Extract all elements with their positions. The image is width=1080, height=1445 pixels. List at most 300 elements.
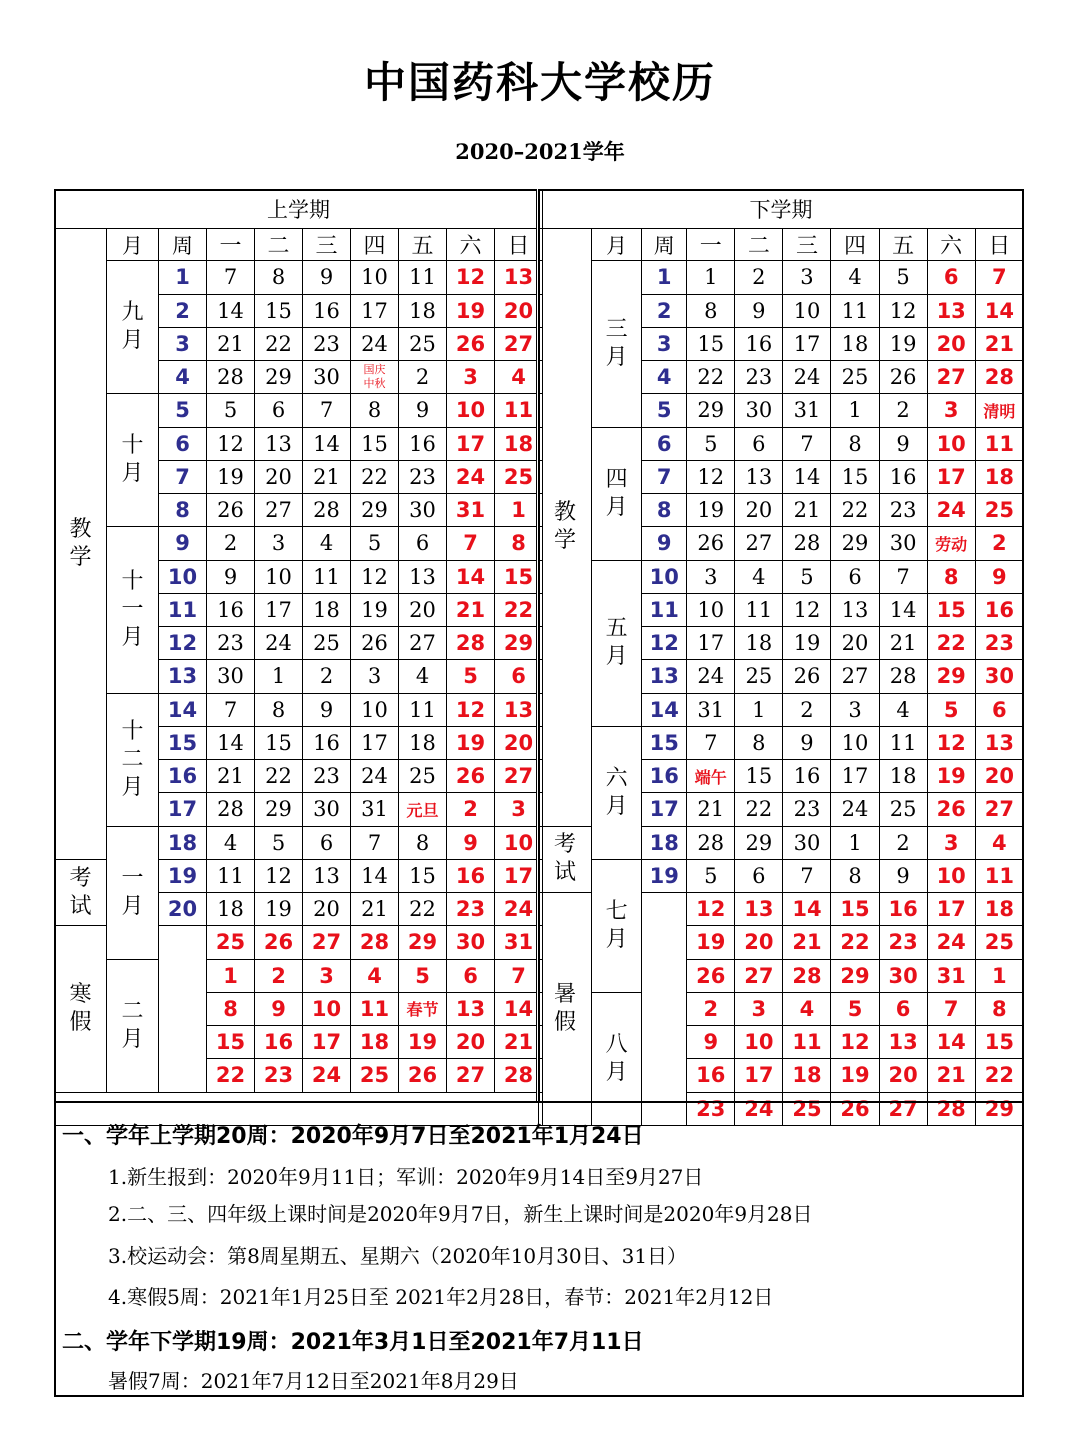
day-cell: 30 bbox=[303, 361, 351, 394]
week-number: 17 bbox=[159, 793, 207, 826]
day-cell: 22 bbox=[831, 494, 879, 527]
month-header: 月 bbox=[107, 229, 159, 261]
page-title: 中国药科大学校历 bbox=[363, 58, 716, 107]
day-cell: 14 bbox=[927, 1026, 975, 1059]
week-row bbox=[55, 826, 543, 859]
day-cell: 1 bbox=[495, 494, 543, 527]
day-cell: 14 bbox=[975, 294, 1023, 327]
day-cell: 18 bbox=[399, 294, 447, 327]
day-cell: 24 bbox=[495, 893, 543, 926]
day-cell: 24 bbox=[255, 627, 303, 660]
day-cell: 16 bbox=[255, 1026, 303, 1059]
month-label bbox=[592, 261, 642, 427]
day-cell: 25 bbox=[735, 660, 783, 693]
day-cell: 7 bbox=[207, 693, 255, 726]
vertical-label-text: 五月 bbox=[605, 616, 628, 670]
day-cell: 29 bbox=[495, 627, 543, 660]
day-cell: 26 bbox=[927, 793, 975, 826]
day-cell: 9 bbox=[303, 261, 351, 294]
day-cell: 15 bbox=[351, 427, 399, 460]
day-cell: 3 bbox=[927, 394, 975, 427]
phase-break bbox=[539, 893, 592, 1126]
week-number: 5 bbox=[159, 394, 207, 427]
day-cell: 10 bbox=[495, 826, 543, 859]
weekday-header: 三 bbox=[303, 229, 351, 261]
day-cell: 2 bbox=[447, 793, 495, 826]
day-cell: 28 bbox=[783, 527, 831, 560]
day-cell: 19 bbox=[783, 627, 831, 660]
day-cell: 13 bbox=[495, 261, 543, 294]
day-cell: 23 bbox=[879, 926, 927, 959]
day-cell: 28 bbox=[495, 1059, 543, 1092]
day-cell: 13 bbox=[831, 593, 879, 626]
day-cell: 20 bbox=[975, 760, 1023, 793]
day-cell: 5 bbox=[447, 660, 495, 693]
day-cell: 21 bbox=[495, 1026, 543, 1059]
day-cell: 3 bbox=[447, 361, 495, 394]
day-cell: 21 bbox=[879, 627, 927, 660]
day-cell: 1 bbox=[831, 826, 879, 859]
month-label bbox=[592, 560, 642, 726]
day-cell: 12 bbox=[687, 893, 735, 926]
day-cell: 30 bbox=[783, 826, 831, 859]
week-number: 2 bbox=[642, 294, 687, 327]
day-cell: 5 bbox=[687, 859, 735, 892]
day-cell: 7 bbox=[447, 527, 495, 560]
day-cell: 2 bbox=[399, 361, 447, 394]
day-cell: 11 bbox=[975, 859, 1023, 892]
day-cell: 17 bbox=[927, 460, 975, 493]
day-cell: 6 bbox=[735, 859, 783, 892]
day-cell: 13 bbox=[255, 427, 303, 460]
day-cell: 16 bbox=[447, 859, 495, 892]
day-cell: 3 bbox=[831, 693, 879, 726]
day-cell: 19 bbox=[879, 327, 927, 360]
day-cell: 8 bbox=[399, 826, 447, 859]
day-cell: 7 bbox=[975, 261, 1023, 294]
day-cell: 1 bbox=[255, 660, 303, 693]
week-number: 19 bbox=[642, 859, 687, 892]
day-cell: 18 bbox=[879, 760, 927, 793]
day-cell: 16 bbox=[975, 593, 1023, 626]
day-cell: 5 bbox=[927, 693, 975, 726]
day-cell: 20 bbox=[303, 893, 351, 926]
day-cell: 23 bbox=[207, 627, 255, 660]
day-cell: 19 bbox=[255, 893, 303, 926]
phase-teaching bbox=[55, 229, 107, 860]
week-number: 7 bbox=[642, 460, 687, 493]
day-cell: 20 bbox=[735, 494, 783, 527]
day-cell: 27 bbox=[735, 959, 783, 992]
day-cell: 31 bbox=[351, 793, 399, 826]
weekday-header: 日 bbox=[975, 229, 1023, 261]
day-cell: 2 bbox=[975, 527, 1023, 560]
vertical-label-text: 三月 bbox=[605, 316, 628, 370]
day-cell: 29 bbox=[975, 1092, 1023, 1125]
day-cell: 21 bbox=[687, 793, 735, 826]
day-cell: 26 bbox=[399, 1059, 447, 1092]
day-cell: 6 bbox=[831, 560, 879, 593]
day-cell: 9 bbox=[207, 560, 255, 593]
term-label-row bbox=[539, 190, 1024, 229]
day-cell: 14 bbox=[207, 726, 255, 759]
day-cell: 4 bbox=[207, 826, 255, 859]
week-number: 18 bbox=[159, 826, 207, 859]
day-cell: 9 bbox=[879, 859, 927, 892]
day-cell: 22 bbox=[927, 627, 975, 660]
vertical-label-text: 十月 bbox=[121, 433, 144, 487]
day-cell: 10 bbox=[255, 560, 303, 593]
day-cell: 18 bbox=[783, 1059, 831, 1092]
day-cell: 9 bbox=[399, 394, 447, 427]
day-cell: 28 bbox=[207, 361, 255, 394]
day-cell: 29 bbox=[399, 926, 447, 959]
week-header: 周 bbox=[159, 229, 207, 261]
day-cell: 22 bbox=[255, 327, 303, 360]
day-cell: 12 bbox=[783, 593, 831, 626]
day-cell: 25 bbox=[783, 1092, 831, 1125]
day-cell: 8 bbox=[975, 992, 1023, 1025]
day-cell: 15 bbox=[255, 726, 303, 759]
day-cell: 8 bbox=[927, 560, 975, 593]
day-cell: 29 bbox=[255, 793, 303, 826]
weekday-header: 二 bbox=[735, 229, 783, 261]
day-cell: 21 bbox=[207, 327, 255, 360]
day-cell: 23 bbox=[975, 627, 1023, 660]
day-cell: 11 bbox=[783, 1026, 831, 1059]
day-cell: 27 bbox=[447, 1059, 495, 1092]
day-cell: 10 bbox=[735, 1026, 783, 1059]
day-cell: 4 bbox=[495, 361, 543, 394]
day-cell: 15 bbox=[831, 460, 879, 493]
week-row bbox=[539, 427, 1024, 460]
week-number: 14 bbox=[159, 693, 207, 726]
week-number: 11 bbox=[642, 593, 687, 626]
day-cell: 19 bbox=[687, 926, 735, 959]
day-cell: 29 bbox=[687, 394, 735, 427]
day-cell: 10 bbox=[927, 427, 975, 460]
day-cell: 12 bbox=[927, 726, 975, 759]
day-cell: 12 bbox=[255, 859, 303, 892]
day-cell: 25 bbox=[879, 793, 927, 826]
day-cell: 17 bbox=[351, 294, 399, 327]
day-cell: 18 bbox=[303, 593, 351, 626]
week-number: 13 bbox=[642, 660, 687, 693]
day-cell: 6 bbox=[255, 394, 303, 427]
day-cell: 25 bbox=[399, 327, 447, 360]
day-cell: 21 bbox=[303, 460, 351, 493]
day-cell: 8 bbox=[207, 992, 255, 1025]
day-cell: 10 bbox=[927, 859, 975, 892]
week-number: 5 bbox=[642, 394, 687, 427]
day-cell: 15 bbox=[831, 893, 879, 926]
day-cell: 30 bbox=[975, 660, 1023, 693]
week-number: 12 bbox=[159, 627, 207, 660]
week-number: 15 bbox=[642, 726, 687, 759]
day-cell: 15 bbox=[687, 327, 735, 360]
vertical-label-text: 教学 bbox=[554, 500, 577, 554]
day-cell: 7 bbox=[303, 394, 351, 427]
day-cell: 16 bbox=[207, 593, 255, 626]
week-number-blank bbox=[642, 893, 687, 1126]
day-cell: 11 bbox=[879, 726, 927, 759]
day-cell: 27 bbox=[879, 1092, 927, 1125]
day-cell: 6 bbox=[879, 992, 927, 1025]
weekday-header: 一 bbox=[687, 229, 735, 261]
day-cell: 21 bbox=[783, 494, 831, 527]
week-row bbox=[55, 959, 543, 992]
note-heading-second-term: 二、学年下学期19周：2021年3月1日至2021年7月11日 bbox=[62, 1330, 644, 1355]
week-number: 1 bbox=[159, 261, 207, 294]
day-cell: 28 bbox=[303, 494, 351, 527]
holiday-text: 国庆 bbox=[363, 363, 386, 377]
vertical-label-text: 教学 bbox=[69, 516, 92, 570]
day-cell: 24 bbox=[351, 327, 399, 360]
notes-section bbox=[54, 1101, 1024, 1397]
vertical-label-text: 考试 bbox=[554, 832, 577, 886]
day-cell: 5 bbox=[351, 527, 399, 560]
day-cell: 25 bbox=[495, 460, 543, 493]
week-row bbox=[55, 261, 543, 294]
day-cell: 11 bbox=[303, 560, 351, 593]
day-cell: 7 bbox=[207, 261, 255, 294]
day-cell: 8 bbox=[255, 693, 303, 726]
day-cell: 4 bbox=[399, 660, 447, 693]
day-cell: 6 bbox=[303, 826, 351, 859]
day-cell: 17 bbox=[495, 859, 543, 892]
day-cell: 1 bbox=[831, 394, 879, 427]
weekday-header-row bbox=[539, 229, 1024, 261]
day-cell: 16 bbox=[879, 893, 927, 926]
vertical-label-text: 一月 bbox=[121, 865, 144, 919]
day-cell: 8 bbox=[255, 261, 303, 294]
week-header: 周 bbox=[642, 229, 687, 261]
day-cell: 22 bbox=[207, 1059, 255, 1092]
day-cell: 13 bbox=[447, 992, 495, 1025]
month-label bbox=[107, 527, 159, 693]
day-cell: 20 bbox=[399, 593, 447, 626]
day-cell: 3 bbox=[303, 959, 351, 992]
term-label-row bbox=[55, 190, 543, 229]
day-cell: 23 bbox=[303, 327, 351, 360]
day-cell: 15 bbox=[975, 1026, 1023, 1059]
day-cell: 25 bbox=[351, 1059, 399, 1092]
day-cell: 3 bbox=[495, 793, 543, 826]
day-cell: 15 bbox=[927, 593, 975, 626]
day-cell: 16 bbox=[783, 760, 831, 793]
vertical-label-text: 寒假 bbox=[69, 981, 92, 1035]
day-cell: 31 bbox=[447, 494, 495, 527]
week-row bbox=[539, 726, 1024, 759]
day-cell: 21 bbox=[351, 893, 399, 926]
day-cell: 23 bbox=[783, 793, 831, 826]
week-number: 2 bbox=[159, 294, 207, 327]
day-cell: 20 bbox=[495, 726, 543, 759]
day-cell: 6 bbox=[495, 660, 543, 693]
day-cell: 5 bbox=[687, 427, 735, 460]
day-cell: 28 bbox=[783, 959, 831, 992]
week-number: 20 bbox=[159, 893, 207, 926]
day-cell: 4 bbox=[351, 959, 399, 992]
day-cell: 26 bbox=[447, 327, 495, 360]
holiday-cell bbox=[351, 361, 399, 394]
day-cell: 11 bbox=[831, 294, 879, 327]
day-cell: 24 bbox=[927, 926, 975, 959]
day-cell: 25 bbox=[303, 627, 351, 660]
day-cell: 17 bbox=[783, 327, 831, 360]
day-cell: 23 bbox=[303, 760, 351, 793]
day-cell: 11 bbox=[735, 593, 783, 626]
day-cell: 10 bbox=[783, 294, 831, 327]
day-cell: 19 bbox=[207, 460, 255, 493]
weekday-header: 日 bbox=[495, 229, 543, 261]
day-cell: 1 bbox=[207, 959, 255, 992]
day-cell: 27 bbox=[975, 793, 1023, 826]
day-cell: 11 bbox=[975, 427, 1023, 460]
phase-teaching bbox=[539, 229, 592, 827]
day-cell: 7 bbox=[687, 726, 735, 759]
day-cell: 23 bbox=[687, 1092, 735, 1125]
day-cell: 25 bbox=[831, 361, 879, 394]
day-cell: 26 bbox=[687, 527, 735, 560]
day-cell: 12 bbox=[687, 460, 735, 493]
month-label bbox=[592, 726, 642, 859]
week-row bbox=[55, 394, 543, 427]
day-cell: 2 bbox=[735, 261, 783, 294]
day-cell: 19 bbox=[927, 760, 975, 793]
academic-year: 2020–2021学年 bbox=[455, 139, 625, 164]
day-cell: 30 bbox=[303, 793, 351, 826]
day-cell: 20 bbox=[447, 1026, 495, 1059]
day-cell: 17 bbox=[303, 1026, 351, 1059]
day-cell: 9 bbox=[447, 826, 495, 859]
day-cell: 11 bbox=[495, 394, 543, 427]
day-cell: 12 bbox=[351, 560, 399, 593]
week-number: 9 bbox=[159, 527, 207, 560]
day-cell: 9 bbox=[735, 294, 783, 327]
day-cell: 28 bbox=[207, 793, 255, 826]
day-cell: 18 bbox=[495, 427, 543, 460]
day-cell: 14 bbox=[495, 992, 543, 1025]
day-cell: 27 bbox=[255, 494, 303, 527]
day-cell: 13 bbox=[879, 1026, 927, 1059]
day-cell: 16 bbox=[303, 294, 351, 327]
day-cell: 22 bbox=[687, 361, 735, 394]
day-cell: 8 bbox=[831, 859, 879, 892]
day-cell: 2 bbox=[303, 660, 351, 693]
day-cell: 26 bbox=[783, 660, 831, 693]
day-cell: 20 bbox=[735, 926, 783, 959]
day-cell: 19 bbox=[687, 494, 735, 527]
day-cell: 30 bbox=[399, 494, 447, 527]
week-row bbox=[539, 560, 1024, 593]
day-cell: 22 bbox=[495, 593, 543, 626]
day-cell: 3 bbox=[783, 261, 831, 294]
day-cell: 24 bbox=[351, 760, 399, 793]
day-cell: 13 bbox=[735, 460, 783, 493]
day-cell: 24 bbox=[927, 494, 975, 527]
day-cell: 11 bbox=[351, 992, 399, 1025]
day-cell: 31 bbox=[783, 394, 831, 427]
day-cell: 11 bbox=[207, 859, 255, 892]
holiday-cell: 端午 bbox=[687, 760, 735, 793]
day-cell: 6 bbox=[399, 527, 447, 560]
day-cell: 23 bbox=[735, 361, 783, 394]
day-cell: 29 bbox=[831, 959, 879, 992]
week-number: 16 bbox=[642, 760, 687, 793]
day-cell: 16 bbox=[303, 726, 351, 759]
day-cell: 8 bbox=[495, 527, 543, 560]
day-cell: 26 bbox=[447, 760, 495, 793]
week-row bbox=[55, 693, 543, 726]
week-row bbox=[539, 992, 1024, 1025]
day-cell: 14 bbox=[783, 893, 831, 926]
week-number: 11 bbox=[159, 593, 207, 626]
day-cell: 20 bbox=[831, 627, 879, 660]
month-header: 月 bbox=[592, 229, 642, 261]
day-cell: 23 bbox=[447, 893, 495, 926]
week-number: 3 bbox=[642, 327, 687, 360]
week-number: 1 bbox=[642, 261, 687, 294]
day-cell: 19 bbox=[351, 593, 399, 626]
holiday-cell: 劳动 bbox=[927, 527, 975, 560]
day-cell: 27 bbox=[495, 327, 543, 360]
day-cell: 7 bbox=[495, 959, 543, 992]
day-cell: 4 bbox=[303, 527, 351, 560]
week-number: 4 bbox=[642, 361, 687, 394]
day-cell: 17 bbox=[687, 627, 735, 660]
day-cell: 15 bbox=[495, 560, 543, 593]
day-cell: 1 bbox=[975, 959, 1023, 992]
day-cell: 28 bbox=[975, 361, 1023, 394]
day-cell: 14 bbox=[207, 294, 255, 327]
day-cell: 18 bbox=[399, 726, 447, 759]
day-cell: 2 bbox=[207, 527, 255, 560]
day-cell: 6 bbox=[927, 261, 975, 294]
day-cell: 2 bbox=[783, 693, 831, 726]
day-cell: 28 bbox=[687, 826, 735, 859]
day-cell: 17 bbox=[927, 893, 975, 926]
day-cell: 23 bbox=[255, 1059, 303, 1092]
day-cell: 15 bbox=[207, 1026, 255, 1059]
day-cell: 18 bbox=[207, 893, 255, 926]
day-cell: 31 bbox=[687, 693, 735, 726]
day-cell: 22 bbox=[255, 760, 303, 793]
note-item: 1.新生报到：2020年9月11日；军训：2020年9月14日至9月27日 bbox=[108, 1165, 704, 1189]
second-term-table bbox=[538, 189, 1024, 1126]
day-cell: 8 bbox=[351, 394, 399, 427]
day-cell: 17 bbox=[351, 726, 399, 759]
day-cell: 21 bbox=[783, 926, 831, 959]
week-number: 3 bbox=[159, 327, 207, 360]
day-cell: 10 bbox=[351, 693, 399, 726]
week-number: 9 bbox=[642, 527, 687, 560]
day-cell: 22 bbox=[735, 793, 783, 826]
day-cell: 26 bbox=[879, 361, 927, 394]
day-cell: 24 bbox=[735, 1092, 783, 1125]
vertical-label-text: 七月 bbox=[605, 898, 628, 952]
weekday-header: 六 bbox=[447, 229, 495, 261]
day-cell: 14 bbox=[879, 593, 927, 626]
note-heading-first-term: 一、学年上学期20周：2020年9月7日至2021年1月24日 bbox=[62, 1124, 644, 1149]
day-cell: 29 bbox=[255, 361, 303, 394]
weekday-header: 五 bbox=[399, 229, 447, 261]
day-cell: 2 bbox=[687, 992, 735, 1025]
day-cell: 18 bbox=[975, 460, 1023, 493]
day-cell: 24 bbox=[303, 1059, 351, 1092]
day-cell: 20 bbox=[255, 460, 303, 493]
day-cell: 14 bbox=[783, 460, 831, 493]
